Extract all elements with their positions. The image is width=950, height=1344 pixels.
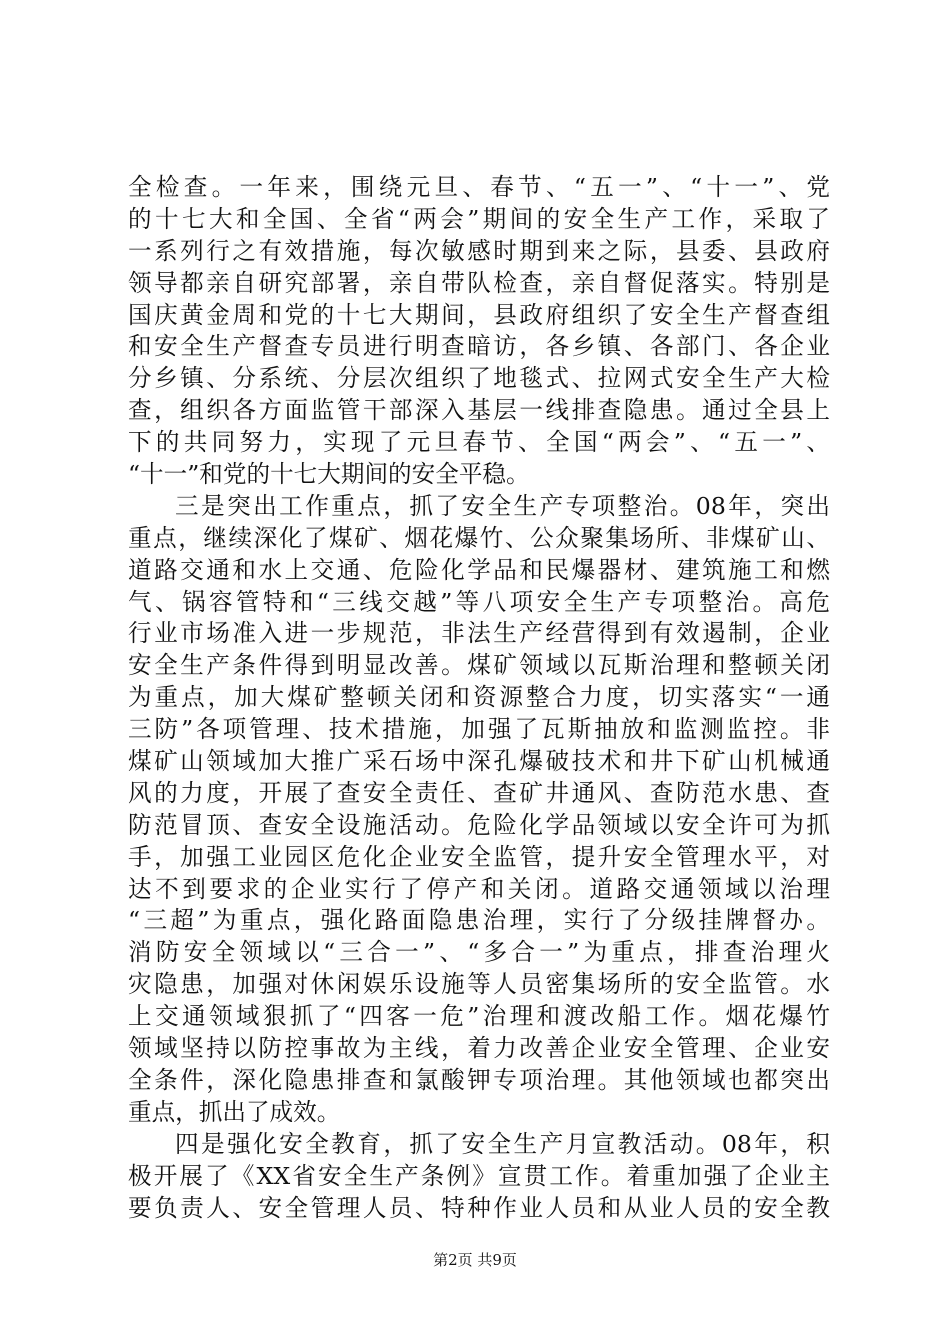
- text-line: 国庆黄金周和党的十七大期间，县政府组织了安全生产督查组: [128, 300, 830, 329]
- text-line: 要负责人、安全管理人员、特种作业人员和从业人员的安全教: [128, 1193, 830, 1222]
- paragraph-start-line: 四是强化安全教育，抓了安全生产月宣教活动。08年，积: [175, 1129, 830, 1158]
- text-line: 全检查。一年来，围绕元旦、春节、“五一”、“十一”、党: [128, 173, 830, 201]
- text-line: 行业市场准入进一步规范，非法生产经营得到有效遏制，企业: [128, 619, 830, 648]
- text-line: 三防”各项管理、技术措施，加强了瓦斯抽放和监测监控。非: [128, 715, 830, 744]
- text-line: 重点，继续深化了煤矿、烟花爆竹、公众聚集场所、非煤矿山、: [128, 523, 830, 552]
- text-line: 道路交通和水上交通、危险化学品和民爆器材、建筑施工和燃: [128, 555, 830, 584]
- text-line: 上交通领域狠抓了“四客一危”治理和渡改船工作。烟花爆竹: [128, 1002, 830, 1031]
- text-line: 的十七大和全国、全省“两会”期间的安全生产工作，采取了: [128, 204, 830, 233]
- text-line: 达不到要求的企业实行了停产和关闭。道路交通领域以治理: [128, 874, 830, 903]
- text-line: 和安全生产督查专员进行明查暗访，各乡镇、各部门、各企业: [128, 332, 830, 361]
- body-text: [128, 172, 830, 1224]
- text-line: 手，加强工业园区危化企业安全监管，提升安全管理水平，对: [128, 842, 830, 871]
- text-line: 下的共同努力，实现了元旦春节、全国“两会”、“五一”、: [128, 428, 830, 457]
- text-line: 查，组织各方面监管干部深入基层一线排查隐患。通过全县上: [128, 396, 830, 425]
- text-line: 极开展了《XX省安全生产条例》宣贯工作。着重加强了企业主: [128, 1161, 830, 1190]
- text-line: 气、锅容管特和“三线交越”等八项安全生产专项整治。高危: [128, 587, 830, 616]
- text-line: 领域坚持以防控事故为主线，着力改善企业安全管理、企业安: [128, 1034, 830, 1063]
- text-line: 为重点，加大煤矿整顿关闭和资源整合力度，切实落实“一通: [128, 683, 830, 712]
- text-line: 全条件，深化隐患排查和氯酸钾专项治理。其他领域也都突出: [128, 1065, 830, 1094]
- text-line: 煤矿山领域加大推广采石场中深孔爆破技术和井下矿山机械通: [128, 747, 830, 776]
- text-line: 安全生产条件得到明显改善。煤矿领域以瓦斯治理和整顿关闭: [128, 651, 830, 680]
- text-line: 领导都亲自研究部署，亲自带队检查，亲自督促落实。特别是: [128, 268, 830, 297]
- text-line: 防范冒顶、查安全设施活动。危险化学品领域以安全许可为抓: [128, 810, 830, 839]
- text-line: 一系列行之有效措施，每次敏感时期到来之际，县委、县政府: [128, 236, 830, 265]
- text-line: “十一”和党的十七大期间的安全平稳。: [128, 460, 530, 489]
- text-line: 重点，抓出了成效。: [128, 1097, 341, 1126]
- paragraph-start-line: 三是突出工作重点，抓了安全生产专项整治。08年，突出: [175, 491, 830, 520]
- text-line: 风的力度，开展了查安全责任、查矿井通风、查防范水患、查: [128, 778, 830, 807]
- page-number: 第2页 共9页: [433, 1251, 517, 1269]
- text-line: “三超”为重点，强化路面隐患治理，实行了分级挂牌督办。: [128, 906, 830, 935]
- text-line: 分乡镇、分系统、分层次组织了地毯式、拉网式安全生产大检: [128, 364, 830, 393]
- text-line: 消防安全领域以“三合一”、“多合一”为重点，排查治理火: [128, 938, 830, 967]
- text-line: 灾隐患，加强对休闲娱乐设施等人员密集场所的安全监管。水: [128, 970, 830, 999]
